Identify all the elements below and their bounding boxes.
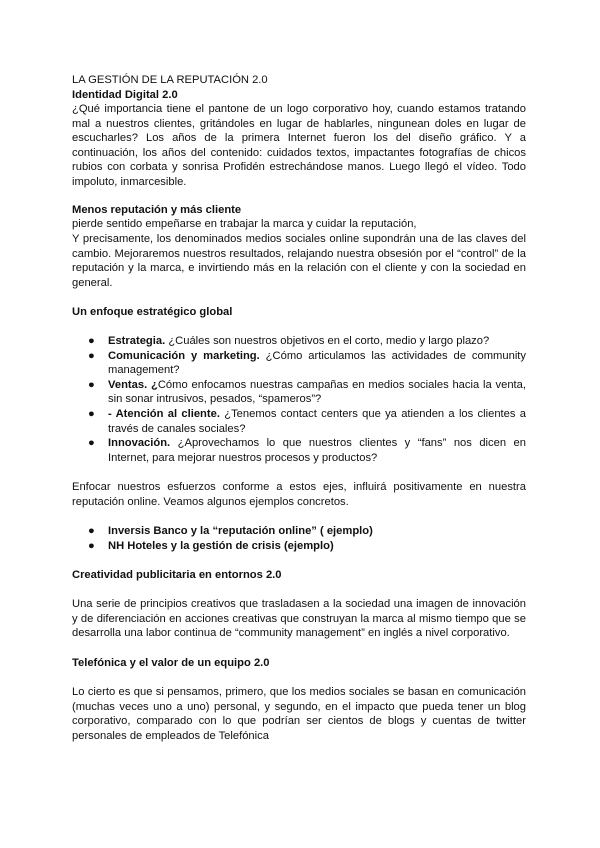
list-item bbox=[72, 407, 526, 436]
paragraph-telefonica: Lo cierto es que si pensamos, primero, que los medios sociales se basan en comunicación (muchas veces uno a uno) personal, y segundo, en el impacto que pueda tener un blog corporativo, comparado con lo que podrían ser cientos de blogs y cuentas de twitter personales de empleados de Telefónica bbox=[72, 686, 526, 742]
list-item bbox=[72, 378, 526, 407]
paragraph-precisamente: Y precisamente, los denominados medios sociales online supondrán una de las claves del cambio. Mejoraremos nuestros resultados, relajando nuestra obsesión por el “control” de la reputación y la marca, e invirtiendo más en la relación con el cliente y con la sociedad en general. bbox=[72, 233, 526, 289]
paragraph-identidad: ¿Qué importancia tiene el pantone de un logo corporativo hoy, cuando estamos tratando mal a nuestros clientes, gritándoles en lugar de hablarles, ningunean doles en lugar de escucharles? Los años de la primera Internet fueron los del diseño gráfico. Y a continuación, los años del contenido: cuidados textos, impactantes fotografías de chicos rubios con corbata y sonrisa Profidén estrechándose manos. Luego llegó el vídeo. Todo impoluto, inmarcesible. bbox=[72, 103, 526, 188]
bullet-icon: ● bbox=[88, 525, 95, 537]
bullet-icon: ● bbox=[88, 539, 95, 552]
paragraph-creatividad: Una serie de principios creativos que trasladasen a la sociedad una imagen de innovación y de diferenciación en acciones creativas que construyan la marca al mismo tiempo que se desarrolla una labor continua de “community management” en inglés a nivel corporativo. bbox=[72, 598, 526, 640]
item-text: ¿Cuáles son nuestros objetivos en el corto, medio y largo plazo? bbox=[165, 335, 490, 347]
bullet-icon: ● bbox=[88, 378, 95, 391]
heading-enfoque: Un enfoque estratégico global bbox=[72, 306, 233, 318]
bullet-icon: ● bbox=[88, 349, 95, 362]
bullet-icon: ● bbox=[88, 407, 95, 420]
example-item bbox=[72, 524, 526, 539]
bullet-icon: ● bbox=[88, 335, 95, 347]
heading-menos-reputacion: Menos reputación y más cliente bbox=[72, 204, 242, 216]
list-item bbox=[72, 334, 526, 349]
item-text: ¿Cómo articulamos las actividades de community management? bbox=[108, 349, 527, 377]
item-text: ¿Tenemos contact centers que ya atienden a los clientes a través de canales sociales? bbox=[108, 407, 527, 435]
example-text: Inversis Banco y la “reputación online” ( ejemplo) bbox=[108, 525, 373, 537]
heading-telefonica: Telefónica y el valor de un equipo 2.0 bbox=[72, 657, 270, 669]
list-item bbox=[72, 349, 526, 378]
item-label: Ventas. ¿ bbox=[108, 378, 158, 391]
document-title: LA GESTIÓN DE LA REPUTACIÓN 2.0 bbox=[72, 74, 268, 86]
example-item bbox=[72, 539, 526, 554]
item-label: Comunicación y marketing. bbox=[108, 349, 260, 362]
strategy-list bbox=[72, 334, 526, 465]
item-text: Cómo enfocamos nuestras campañas en medios sociales hacia la venta, sin sonar intrusivos, pesados, “spameros”? bbox=[108, 378, 526, 406]
bullet-icon: ● bbox=[88, 437, 95, 450]
item-label: Innovación. bbox=[108, 437, 171, 450]
example-text: NH Hoteles y la gestión de crisis (ejemplo) bbox=[108, 539, 334, 552]
paragraph-enfocar: Enfocar nuestros esfuerzos conforme a estos ejes, influirá positivamente en nuestra reputación online. Veamos algunos ejemplos concretos. bbox=[72, 481, 526, 508]
examples-list bbox=[72, 524, 526, 553]
item-label: - Atención al cliente. bbox=[108, 407, 220, 420]
list-item bbox=[72, 436, 526, 465]
heading-creatividad: Creatividad publicitaria en entornos 2.0 bbox=[72, 569, 282, 581]
paragraph-pierde: pierde sentido empeñarse en trabajar la marca y cuidar la reputación, bbox=[72, 218, 417, 230]
item-text: ¿Aprovechamos lo que nuestros clientes y “fans” nos dicen en Internet, para mejorar nuestros procesos y productos? bbox=[108, 437, 526, 464]
heading-identidad-digital: Identidad Digital 2.0 bbox=[72, 89, 178, 101]
item-label: Estrategia. bbox=[108, 335, 166, 347]
